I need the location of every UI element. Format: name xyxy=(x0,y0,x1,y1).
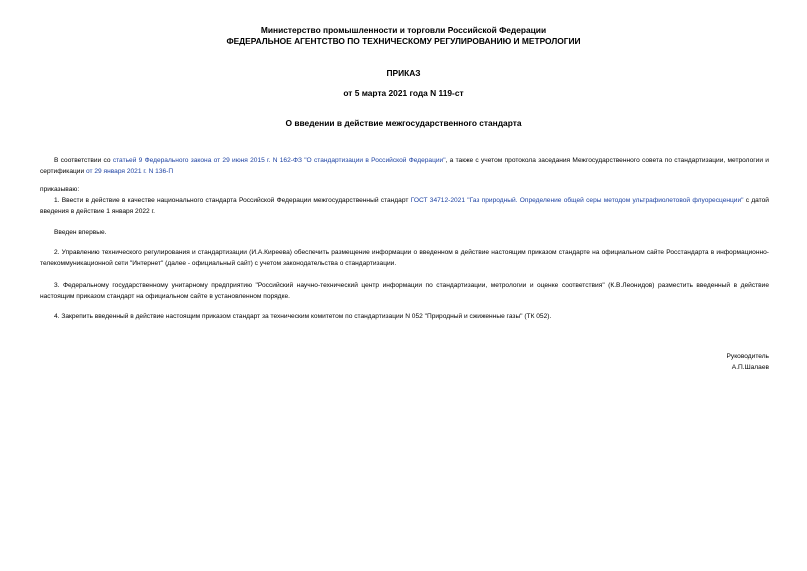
item-1-text-start: 1. Ввести в действие в качестве национального стандарта Российской Федерации межгосударственный стандарт xyxy=(54,197,411,204)
paragraph-first-introduced xyxy=(40,227,769,238)
preamble-text-start: В соответствии со xyxy=(54,157,113,164)
order-type: ПРИКАЗ xyxy=(386,68,421,78)
order-date-number: от 5 марта 2021 года N 119-ст xyxy=(343,88,464,98)
item-1-text-end: с датой введения в действие 1 января 2022 г. xyxy=(40,197,769,215)
paragraph-preamble xyxy=(40,155,769,177)
signature-block xyxy=(727,351,769,373)
agency-name: ФЕДЕРАЛЬНОЕ АГЕНТСТВО ПО ТЕХНИЧЕСКОМУ РЕГУЛИРОВАНИЮ И МЕТРОЛОГИИ xyxy=(226,36,581,46)
paragraph-item-2 xyxy=(40,247,769,269)
paragraph-order-word xyxy=(40,184,769,195)
order-word: приказываю: xyxy=(40,186,80,193)
paragraph-item-1 xyxy=(40,195,769,217)
item-2-text: 2. Управлению технического регулирования и стандартизации (И.А.Киреева) обеспечить размещение информации о введенном в действие настоящим приказом стандарте на официальном сайте Росстандарта в информационно-телекоммуникационной сети "Интернет" (далее - официальный сайт) с учетом законодательства о стандартизации. xyxy=(40,249,769,267)
order-subject: О введении в действие межгосударственного стандарта xyxy=(285,118,522,128)
item-4-text: 4. Закрепить введенный в действие настоящим приказом стандарт за техническим комитетом по стандартизации N 052 "Природный и сжиженные газы" (ТК 052). xyxy=(54,313,552,320)
paragraph-item-4 xyxy=(40,311,769,322)
protocol-link[interactable]: от 29 января 2021 г. N 136-П xyxy=(85,168,174,175)
ministry-name: Министерство промышленности и торговли Российской Федерации xyxy=(260,25,547,35)
federal-law-link[interactable]: статьей 9 Федерального закона от 29 июня 2015 г. N 162-ФЗ "О стандартизации в Российской Федерации" xyxy=(112,157,446,164)
gost-standard-link[interactable]: ГОСТ 34712-2021 "Газ природный. Определение общей серы методом ультрафиолетовой флуоресценции" xyxy=(410,197,744,204)
first-introduced-note: Введен впервые. xyxy=(54,229,107,236)
document-header xyxy=(0,25,807,47)
signatory-name: А.П.Шалаев xyxy=(731,364,769,371)
preamble-text-middle: , а также с учетом протокола заседания Межгосударственного совета по стандартизации, метрологии и сертификации xyxy=(40,157,769,175)
signatory-position: Руководитель xyxy=(726,353,769,360)
item-3-text: 3. Федеральному государственному унитарному предприятию "Российский научно-технический центр информации по стандартизации, метрологии и оценке соответствия" (К.В.Леонидов) разместить введенный в действие настоящим приказом стандарт на официальном сайте в установленном порядке. xyxy=(40,282,769,300)
paragraph-item-3 xyxy=(40,280,769,302)
